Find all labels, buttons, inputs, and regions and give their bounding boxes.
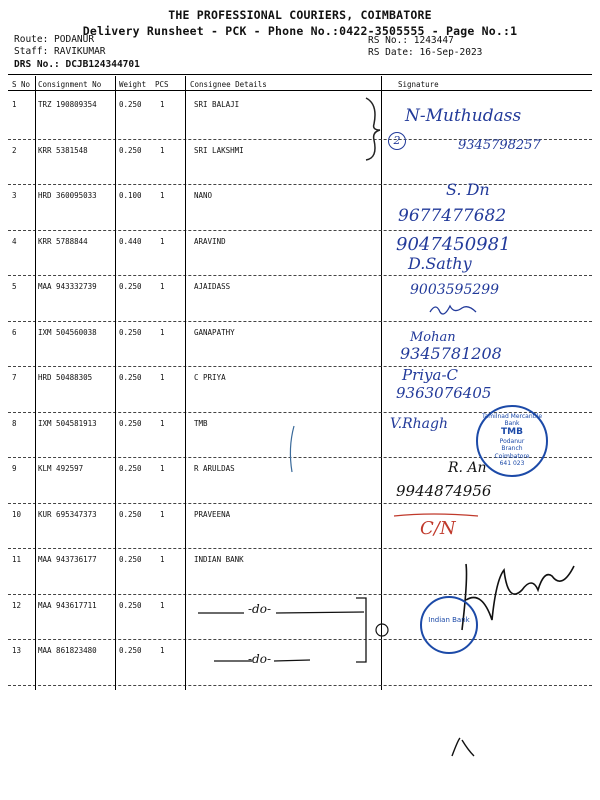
signature-6-phone: 9345781208 [400,344,502,363]
row-weight: 0.250 [119,600,142,610]
signature-column-divider [381,76,382,690]
brace-mark-icon [362,94,386,164]
signature-10-underline-icon [392,510,482,520]
row-13-line-icon [212,656,312,666]
row-separator [8,366,592,367]
row-consignee: SRI LAKSHMI [194,145,244,155]
row-weight: 0.250 [119,555,142,564]
row-pcs: 1 [160,100,165,109]
row-consignment-no: KRR 5788844 [38,236,88,246]
row-consignee: TMB [194,418,208,428]
row-pcs: 1 [160,600,165,610]
row-weight: 0.250 [119,646,142,655]
signature-1-circle-mark: 2 [388,132,406,150]
row-separator [8,230,592,231]
row-consignment-no: IXM 504581913 [38,418,97,428]
tmb-stamp-line3: Coimbatore [494,452,530,460]
col-consignee: Consignee Details [190,80,267,89]
row-pcs: 1 [160,282,165,291]
signature-8-stroke-icon [284,424,300,474]
signature-8-name: V.Rhagh [390,416,448,432]
row-12-ditto-mark: -do- [248,602,272,616]
row-consignee: R ARULDAS [194,464,235,473]
row-consignee: C PRIYA [194,373,226,382]
signature-1-phone: 9345798257 [458,138,541,153]
row-sno: 5 [12,282,17,291]
row-consignment-no: KLM 492597 [38,464,84,473]
row-separator [8,503,592,504]
row-pcs: 1 [160,418,165,428]
signature-3-phone: 9677477682 [398,206,507,226]
drs-number: DRS No.: DCJB124344701 [14,59,140,70]
route-label: Route: PODANUR [14,34,95,45]
row-sno: 10 [12,509,22,519]
row-weight: 0.250 [119,509,142,519]
row-sno: 13 [12,646,22,655]
signature-9-phone: 9944874956 [396,482,492,500]
staff-label: Staff: RAVIKUMAR [14,46,106,57]
tmb-stamp-line1: Podanur [499,438,525,446]
row-weight: 0.250 [119,373,142,382]
row-sno: 1 [12,100,17,109]
row-pcs: 1 [160,145,165,155]
row-weight: 0.250 [119,282,142,291]
row-separator [8,184,592,185]
col-weight: Weight [119,80,147,89]
col-consignment: Consignment No [38,80,102,89]
row-sno: 8 [12,418,17,428]
row-pcs: 1 [160,373,165,382]
row-pcs: 1 [160,509,165,519]
row-sno: 11 [12,555,22,564]
row-13-ditto-mark: -do- [248,652,272,666]
signature-10-cn-mark: C/N [420,518,456,539]
row-weight: 0.250 [119,464,142,473]
row-sno: 3 [12,191,17,200]
row-consignment-no: KUR 695347373 [38,509,97,519]
row-consignment-no: MAA 943332739 [38,282,97,291]
rs-number: RS No.: 1243447 [368,35,454,46]
col-divider-pcs [185,76,186,690]
row-consignee: SRI BALAJI [194,100,240,109]
tmb-stamp-top: Tamilnad Mercantile Bank [481,413,543,428]
tmb-stamp-line4: 641 023 [499,459,525,467]
signature-5-scribble-icon [428,300,478,318]
indian-bank-stamp [420,596,478,654]
row-consignment-no: MAA 861823480 [38,646,97,655]
col-signature: Signature [398,80,439,89]
row-consignment-no: MAA 943617711 [38,600,97,610]
signature-4-phone: 9047450981 [396,234,511,255]
signature-6-name: Mohan [410,330,456,345]
rs-date: RS Date: 16-Sep-2023 [368,47,483,58]
row-weight: 0.440 [119,236,142,246]
row-consignment-no: HRD 360095033 [38,191,97,200]
row-pcs: 1 [160,327,165,337]
row-pcs: 1 [160,464,165,473]
row-sno: 4 [12,236,17,246]
row-separator [8,685,592,686]
row-pcs: 1 [160,191,165,200]
row-consignment-no: TRZ 190809354 [38,100,97,109]
signature-4-name: D.Sathy [408,254,472,273]
tmb-stamp-line2: Branch [501,445,523,453]
row-separator [8,548,592,549]
signature-7-name: Priya-C [402,366,459,384]
row-consignment-no: MAA 943736177 [38,555,97,564]
table-header-border [8,90,592,91]
signature-9-name: R. An [448,460,487,476]
row-separator [8,275,592,276]
row-weight: 0.100 [119,191,142,200]
col-sno: S No [12,80,31,89]
row-weight: 0.250 [119,418,142,428]
row-separator [8,321,592,322]
signature-3-name: S. Dn [446,180,490,199]
col-divider-consignment [115,76,116,690]
row-consignment-no: HRD 50488305 [38,373,93,382]
signature-5-phone: 9003595299 [410,282,500,298]
table-top-border [8,74,592,75]
row-consignee: GANAPATHY [194,327,235,337]
row-sno: 2 [12,145,17,155]
row-12-line-icon [196,608,366,618]
row-consignee: NANO [194,191,213,200]
small-circle-mark-icon [372,620,392,640]
row-consignee: AJAIDASS [194,282,231,291]
col-pcs: PCS [155,80,169,89]
row-consignee: ARAVIND [194,236,226,246]
signature-1-name: N-Muthudass [405,106,522,126]
row-weight: 0.250 [119,100,142,109]
runsheet-subtitle: Delivery Runsheet - PCK - Phone No.:0422-3505555 - Page No.:1 [82,24,518,38]
bracket-mark-icon [352,596,372,666]
row-weight: 0.250 [119,145,142,155]
row-consignee: INDIAN BANK [194,555,244,564]
row-sno: 12 [12,600,22,610]
row-consignment-no: IXM 504560038 [38,327,97,337]
row-pcs: 1 [160,236,165,246]
bottom-tick-mark-icon [448,736,478,758]
row-sno: 6 [12,327,17,337]
row-sno: 7 [12,373,17,382]
signature-7-phone: 9363076405 [396,384,492,402]
row-pcs: 1 [160,646,165,655]
row-consignment-no: KRR 5381548 [38,145,88,155]
indian-bank-stamp-text: Indian Bank [428,616,470,624]
row-weight: 0.250 [119,327,142,337]
tmb-stamp-logo: TMB [501,427,523,438]
row-sno: 9 [12,464,17,473]
col-divider-sno [35,76,36,690]
row-pcs: 1 [160,555,165,564]
company-title: THE PROFESSIONAL COURIERS, COIMBATORE [168,8,432,22]
row-consignee: PRAVEENA [194,509,231,519]
